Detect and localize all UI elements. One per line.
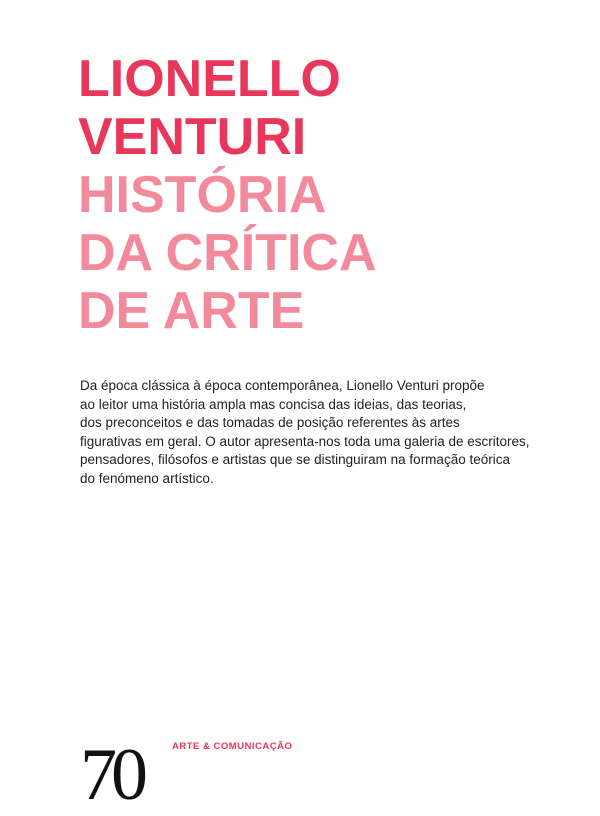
description-line: do fenómeno artístico.	[80, 470, 214, 486]
description-line: pensadores, filósofos e artistas que se distinguiram na formação teórica	[80, 452, 510, 467]
description-line: ao leitor uma história ampla mas concisa das ideias, das teorias,	[80, 396, 467, 412]
title-block	[78, 50, 558, 340]
collection-label: ARTE & COMUNICAÇÃO	[172, 741, 293, 752]
description-line: figurativas em geral. O autor apresenta-nos toda uma galeria de escritores,	[80, 433, 530, 449]
author-name-line-2: VENTURI	[78, 108, 307, 166]
book-title-line-1: HISTÓRIA	[78, 166, 327, 224]
book-title-line-3: DE ARTE	[78, 282, 305, 340]
book-description	[80, 377, 550, 488]
author-name-line-1: LIONELLO	[78, 50, 341, 108]
publisher-logo-70: 70	[80, 734, 142, 816]
description-line: Da época clássica à época contemporânea, Lionello Venturi propõe	[80, 378, 485, 393]
book-title-line-2: DA CRÍTICA	[78, 224, 377, 282]
description-line: dos preconceitos e das tomadas de posição referentes às artes	[80, 415, 460, 430]
